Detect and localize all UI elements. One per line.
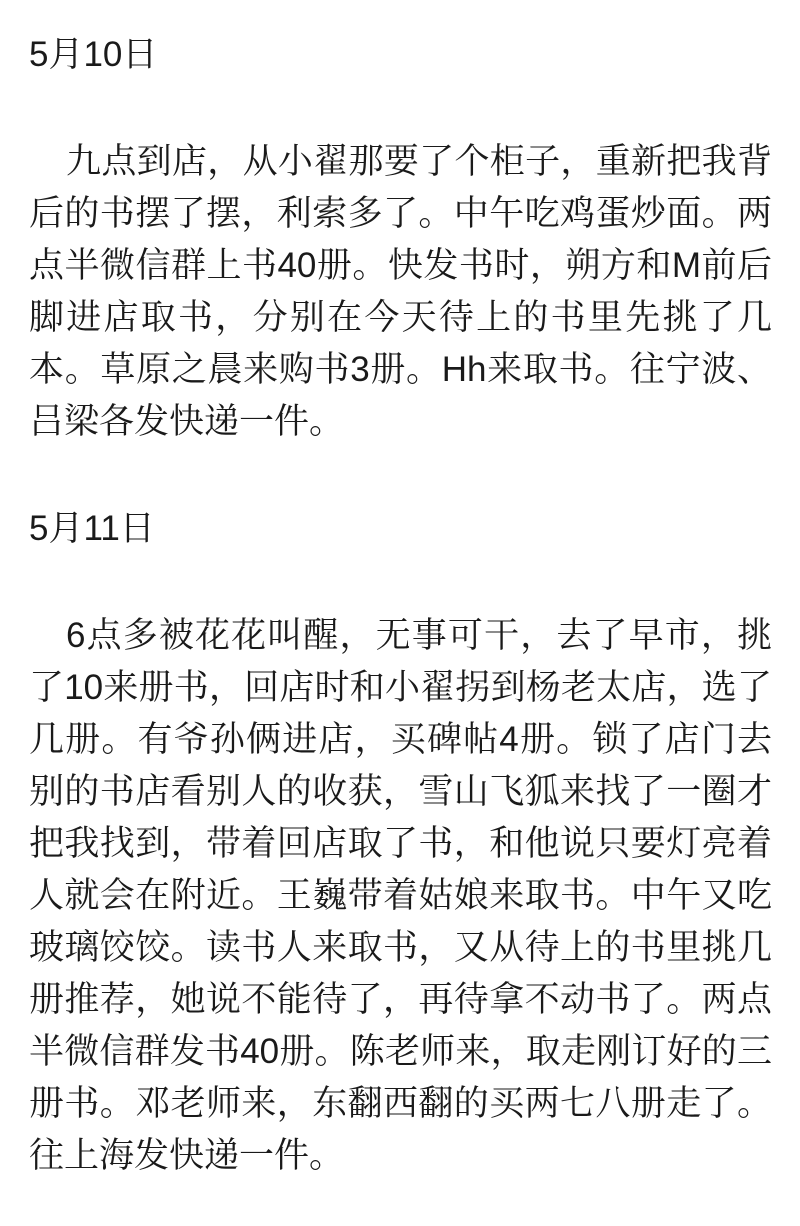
journal-paragraph <box>29 610 772 1182</box>
text-line: 本。草原之晨来购书3册。Hh来取书。往宁波、 <box>29 350 772 389</box>
text-line: 册推荐，她说不能待了，再待拿不动书了。两点 <box>29 980 772 1019</box>
text-line: 别的书店看别人的收获，雪山飞狐来找了一圈才 <box>29 772 772 811</box>
text-line: 往上海发快递一件。 <box>29 1136 345 1175</box>
text-line: 把我找到，带着回店取了书，和他说只要灯亮着 <box>29 824 772 863</box>
date-heading: 5月11日 <box>29 509 155 548</box>
text-line: 九点到店，从小翟那要了个柜子，重新把我背 <box>66 142 772 181</box>
text-line: 吕梁各发快递一件。 <box>29 402 345 441</box>
text-line: 玻璃饺饺。读书人来取书，又从待上的书里挑几 <box>29 928 772 967</box>
text-line: 几册。有爷孙俩进店，买碑帖4册。锁了店门去 <box>29 720 772 759</box>
text-line: 后的书摆了摆，利索多了。中午吃鸡蛋炒面。两 <box>29 194 772 233</box>
text-line: 人就会在附近。王巍带着姑娘来取书。中午又吃 <box>29 876 772 915</box>
text-line: 点半微信群上书40册。快发书时，朔方和M前后 <box>29 246 772 285</box>
journal-paragraph <box>29 136 772 448</box>
text-line: 册书。邓老师来，东翻西翻的买两七八册走了。 <box>29 1084 772 1123</box>
date-heading: 5月10日 <box>29 35 158 74</box>
text-line: 了10来册书，回店时和小翟拐到杨老太店，选了 <box>29 668 772 707</box>
text-line: 脚进店取书，分别在今天待上的书里先挑了几 <box>29 298 772 337</box>
text-line: 6点多被花花叫醒，无事可干，去了早市，挑 <box>66 616 772 655</box>
text-line: 半微信群发书40册。陈老师来，取走刚订好的三 <box>29 1032 772 1071</box>
